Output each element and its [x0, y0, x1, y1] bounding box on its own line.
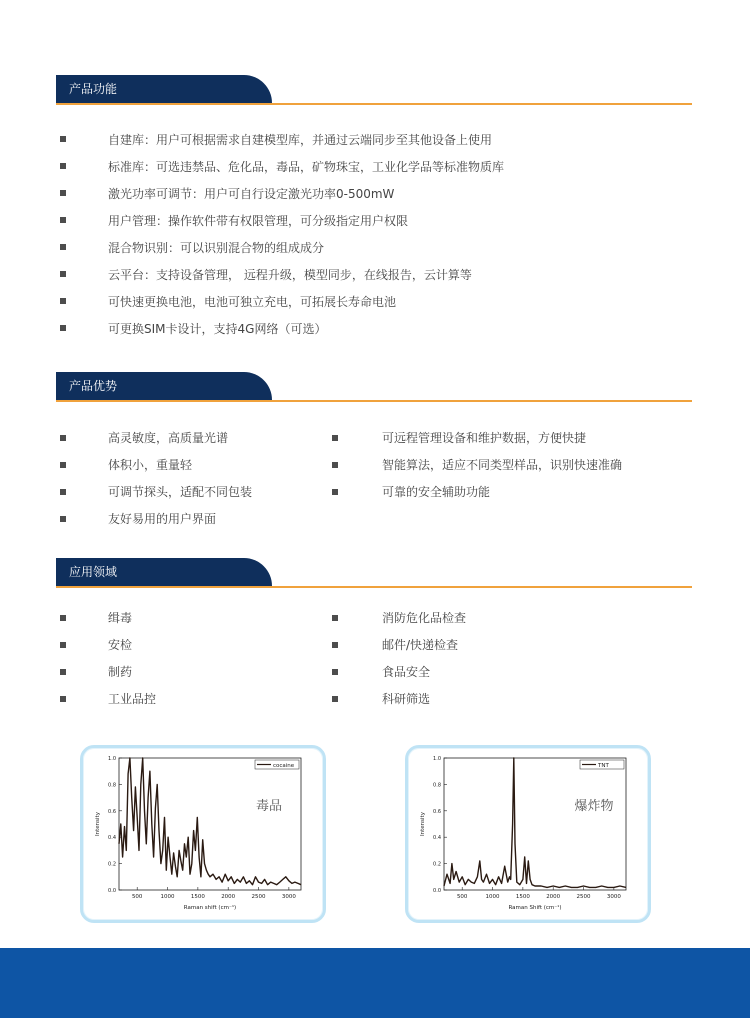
list-item: 可靠的安全辅助功能: [382, 485, 491, 499]
y-tick-label: 0.8: [108, 782, 116, 789]
x-tick-label: 2000: [546, 894, 561, 900]
bullet-icon: [60, 217, 66, 223]
y-tick-label: 1.0: [433, 756, 441, 762]
y-tick-label: 0.6: [433, 808, 441, 815]
list-item: 标准库：可选违禁品、危化品，毒品，矿物珠宝，工业化学品等标准物质库: [108, 160, 505, 174]
raman-spectrum-tnt-chart: [408, 748, 648, 920]
bullet-icon: [60, 516, 66, 522]
list-item: 制药: [108, 665, 133, 679]
bullet-icon: [60, 136, 66, 142]
section-divider: [56, 400, 692, 402]
list-item: 云平台：支持设备管理， 远程升级，模型同步，在线报告，云计算等: [108, 268, 472, 282]
list-item: 友好易用的用户界面: [108, 512, 217, 526]
bullet-icon: [60, 435, 66, 441]
x-tick-label: 1000: [485, 894, 500, 900]
list-item: 邮件/快递检查: [382, 638, 459, 652]
bullet-icon: [332, 696, 338, 702]
list-item: 安检: [108, 638, 133, 652]
x-axis-label: Raman shift (cm⁻¹): [183, 905, 237, 911]
x-tick-label: 3000: [281, 894, 296, 900]
chart-title: 爆炸物: [574, 799, 614, 814]
section-header-features: [56, 75, 692, 105]
bullet-icon: [60, 298, 66, 304]
x-tick-label: 2000: [221, 894, 236, 900]
section-divider: [56, 103, 692, 105]
bullet-icon: [60, 190, 66, 196]
y-tick-label: 0.4: [433, 835, 441, 842]
legend-label: cocaine: [273, 763, 295, 769]
list-item: 缉毒: [108, 611, 133, 625]
list-item: 科研筛选: [382, 692, 431, 706]
x-tick-label: 3000: [606, 894, 621, 900]
list-item: 可更换SIM卡设计，支持4G网络（可选）: [108, 322, 327, 336]
section-header-advantages: [56, 372, 692, 402]
list-item: 可调节探头，适配不同包装: [108, 485, 253, 499]
list-item: 工业品控: [108, 692, 157, 706]
bullet-icon: [60, 244, 66, 250]
bullet-icon: [60, 462, 66, 468]
x-tick-label: 2500: [576, 894, 591, 900]
bullet-icon: [60, 163, 66, 169]
y-tick-label: 1.0: [108, 756, 116, 762]
bullet-icon: [60, 615, 66, 621]
chart-frame-tnt: [405, 745, 651, 923]
bullet-icon: [332, 489, 338, 495]
bullet-icon: [60, 669, 66, 675]
list-item: 混合物识别：可以识别混合物的组成成分: [108, 241, 325, 255]
y-axis-label: Intensity: [420, 812, 426, 836]
series-line: [444, 758, 626, 887]
list-item: 自建库：用户可根据需求自建模型库，并通过云端同步至其他设备上使用: [108, 133, 493, 147]
bullet-icon: [332, 669, 338, 675]
bullet-icon: [60, 489, 66, 495]
chart-frame-cocaine: [80, 745, 326, 923]
x-axis-label: Raman Shift (cm⁻¹): [508, 905, 562, 911]
bullet-icon: [60, 271, 66, 277]
section-header-applications: [56, 558, 692, 588]
list-item: 食品安全: [382, 665, 431, 679]
bullet-icon: [60, 325, 66, 331]
list-item: 可远程管理设备和维护数据，方便快捷: [382, 431, 587, 445]
plot-area: [119, 758, 301, 890]
list-item: 体积小，重量轻: [108, 458, 193, 472]
section-title: 产品优势: [56, 372, 272, 400]
y-tick-label: 0.2: [433, 861, 441, 868]
series-line: [119, 758, 301, 885]
list-item: 用户管理：操作软件带有权限管理，可分级指定用户权限: [108, 214, 409, 228]
chart-title: 毒品: [255, 799, 283, 814]
y-tick-label: 0.4: [108, 835, 116, 842]
plot-area: [444, 758, 626, 890]
raman-spectrum-cocaine-chart: [83, 748, 323, 920]
y-tick-label: 0.0: [433, 888, 441, 894]
bullet-icon: [60, 696, 66, 702]
list-item: 智能算法，适应不同类型样品，识别快速准确: [382, 458, 623, 472]
legend-label: TNT: [598, 763, 609, 769]
y-tick-label: 0.2: [108, 861, 116, 868]
x-tick-label: 1500: [515, 894, 530, 900]
bullet-icon: [332, 462, 338, 468]
bullet-icon: [332, 615, 338, 621]
y-tick-label: 0.8: [433, 782, 441, 789]
list-item: 消防危化品检查: [382, 611, 467, 625]
bullet-icon: [332, 642, 338, 648]
y-tick-label: 0.0: [108, 888, 116, 894]
list-item: 可快速更换电池，电池可独立充电，可拓展长寿命电池: [108, 295, 397, 309]
y-tick-label: 0.6: [108, 808, 116, 815]
x-tick-label: 2500: [251, 894, 266, 900]
section-title: 产品功能: [56, 75, 272, 103]
bullet-icon: [332, 435, 338, 441]
section-divider: [56, 586, 692, 588]
x-tick-label: 1000: [160, 894, 175, 900]
x-tick-label: 500: [131, 894, 143, 900]
footer-band: [0, 948, 750, 1018]
bullet-icon: [60, 642, 66, 648]
list-item: 激光功率可调节：用户可自行设定激光功率0-500mW: [108, 187, 395, 201]
y-axis-label: Intensity: [95, 812, 101, 836]
section-title: 应用领域: [56, 558, 272, 586]
list-item: 高灵敏度，高质量光谱: [108, 431, 229, 445]
x-tick-label: 500: [456, 894, 468, 900]
x-tick-label: 1500: [190, 894, 205, 900]
